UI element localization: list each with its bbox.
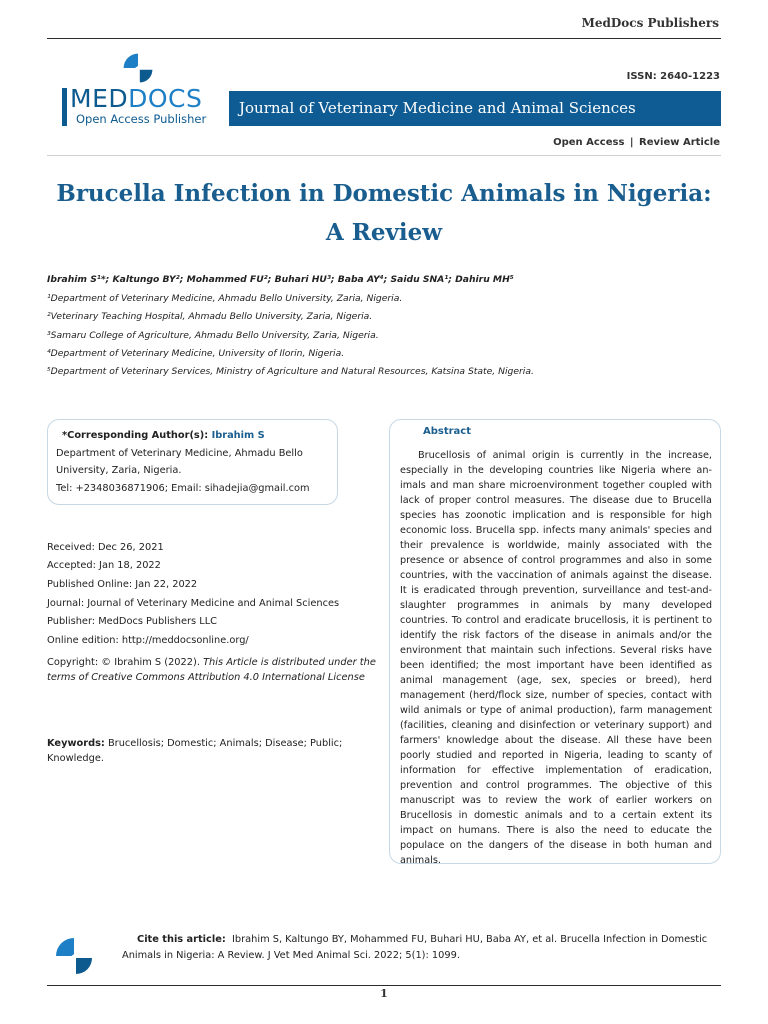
accepted-date: Accepted: Jan 18, 2022 [47, 560, 161, 571]
affiliation-5: ⁵Department of Veterinary Services, Ministry of Agriculture and Natural Resources, Katsina State, Nigeria. [47, 366, 534, 377]
corresponding-author-name: Ibrahim S [211, 430, 265, 441]
journal-info: Journal: Journal of Veterinary Medicine and Animal Sciences [47, 598, 340, 609]
copyright-notice: Copyright: © Ibrahim S (2022). This Article is distributed under the terms of Creative Commons Attribution 4.0 International License [47, 657, 376, 683]
affiliation-1: ¹Department of Veterinary Medicine, Ahmadu Bello University, Zaria, Nigeria. [47, 293, 403, 304]
publisher-name: MedDocs Publishers [581, 16, 719, 30]
keywords [47, 736, 362, 766]
logo-tagline: Open Access Publisher [76, 112, 207, 126]
affiliation-2: ²Veterinary Teaching Hospital, Ahmadu Bello University, Zaria, Nigeria. [47, 311, 373, 322]
keywords-text: Brucellosis; Domestic; Animals; Disease; Public; Knowledge. [47, 738, 343, 764]
corresponding-author-box [47, 419, 338, 505]
citation [122, 932, 722, 963]
meddocs-logo-icon [120, 50, 156, 86]
affiliation-4: ⁴Department of Veterinary Medicine, University of Ilorin, Nigeria. [47, 348, 345, 359]
article-title [40, 174, 728, 252]
article-type-label: Review Article [639, 137, 720, 148]
keywords-label: Keywords: [47, 738, 105, 749]
publisher-info: Publisher: MedDocs Publishers LLC [47, 616, 218, 627]
footer-divider [47, 985, 721, 986]
abstract-heading: Abstract [423, 426, 472, 437]
affiliation-3: ³Samaru College of Agriculture, Ahmadu Bello University, Zaria, Nigeria. [47, 330, 379, 341]
header-divider [47, 155, 721, 156]
corresponding-author-heading: *Corresponding Author(s): Ibrahim S [62, 430, 265, 441]
author-list: Ibrahim S¹*; Kaltungo BY²; Mohammed FU²; Buhari HU³; Baba AY⁴; Saidu SNA¹; Dahiru MH⁵ [47, 274, 514, 285]
issn: ISSN: 2640-1223 [626, 71, 720, 82]
separator: | [629, 137, 634, 148]
open-access-label: Open Access [553, 137, 625, 148]
published-date: Published Online: Jan 22, 2022 [47, 579, 198, 590]
online-edition: Online edition: http://meddocsonline.org/ [47, 635, 249, 646]
logo-wordmark: MEDDOCS [70, 84, 203, 113]
logo-accent-bar [62, 88, 67, 126]
abstract-text: Brucellosis of animal origin is currently in the increase, especially in the developing countries like Nigeria where animals and man share microenvironment together coupled with lack of proper control measures. The disease due to Brucella species has zoonotic implication and is responsible for high economic loss. Brucella spp. infects many animals' species and their prevalence is worldwide, mainly associated with the presence or absence of control programmes and also in some countries, with the vaccination of animals against the disease. It is eradicated through prevention, surveillance and test-and-slaughter programmes in animals by many developed countries. To control and eradicate brucellosis, it is pertinent to identify the risk factors of the disease in animals and/or the environment that maintain such infections. Several risks have been identified; the most important have been identified as animal management (age, sex, species or breed), herd management (herd/flock size, number of species, contact with wild animals or type of animal production), farm management (facilities, cleaning and disinfection or veterinary support) and farmers' knowledge about the disease. All these have been poorly studied and reported in Nigeria, leading to scanty of information for effective implementation of eradication, prevention and control programmes. The objective of this manuscript was to review the work of earlier workers on Brucellosis in domestic animals and to a certain extent its impact on humans. There is also the need to educate the populace on the dangers of the disease in both human and animals. [400, 450, 712, 866]
citation-text: Ibrahim S, Kaltungo BY, Mohammed FU, Buhari HU, Baba AY, et al. Brucella Infection in Domestic Animals in Nigeria: A Review. J Vet Med Animal Sci. 2022; 5(1): 1099. [122, 934, 708, 961]
title-line-2: A Review [325, 219, 443, 246]
page-number: 1 [380, 987, 388, 1000]
journal-banner: Journal of Veterinary Medicine and Animal Sciences [229, 91, 721, 126]
corresponding-address-1: Department of Veterinary Medicine, Ahmadu Bello [56, 447, 303, 459]
article-type-line [553, 137, 720, 148]
corresponding-contact: Tel: +2348036871906; Email: sihadejia@gmail.com [56, 482, 310, 494]
title-line-1: Brucella Infection in Domestic Animals in Nigeria: [56, 180, 712, 207]
corresponding-address-2: University, Zaria, Nigeria. [56, 465, 182, 476]
meddocs-footer-icon [54, 936, 94, 976]
top-divider [47, 38, 721, 39]
received-date: Received: Dec 26, 2021 [47, 542, 164, 553]
meddocs-logo [62, 48, 222, 134]
citation-label: Cite this article: [137, 934, 226, 945]
